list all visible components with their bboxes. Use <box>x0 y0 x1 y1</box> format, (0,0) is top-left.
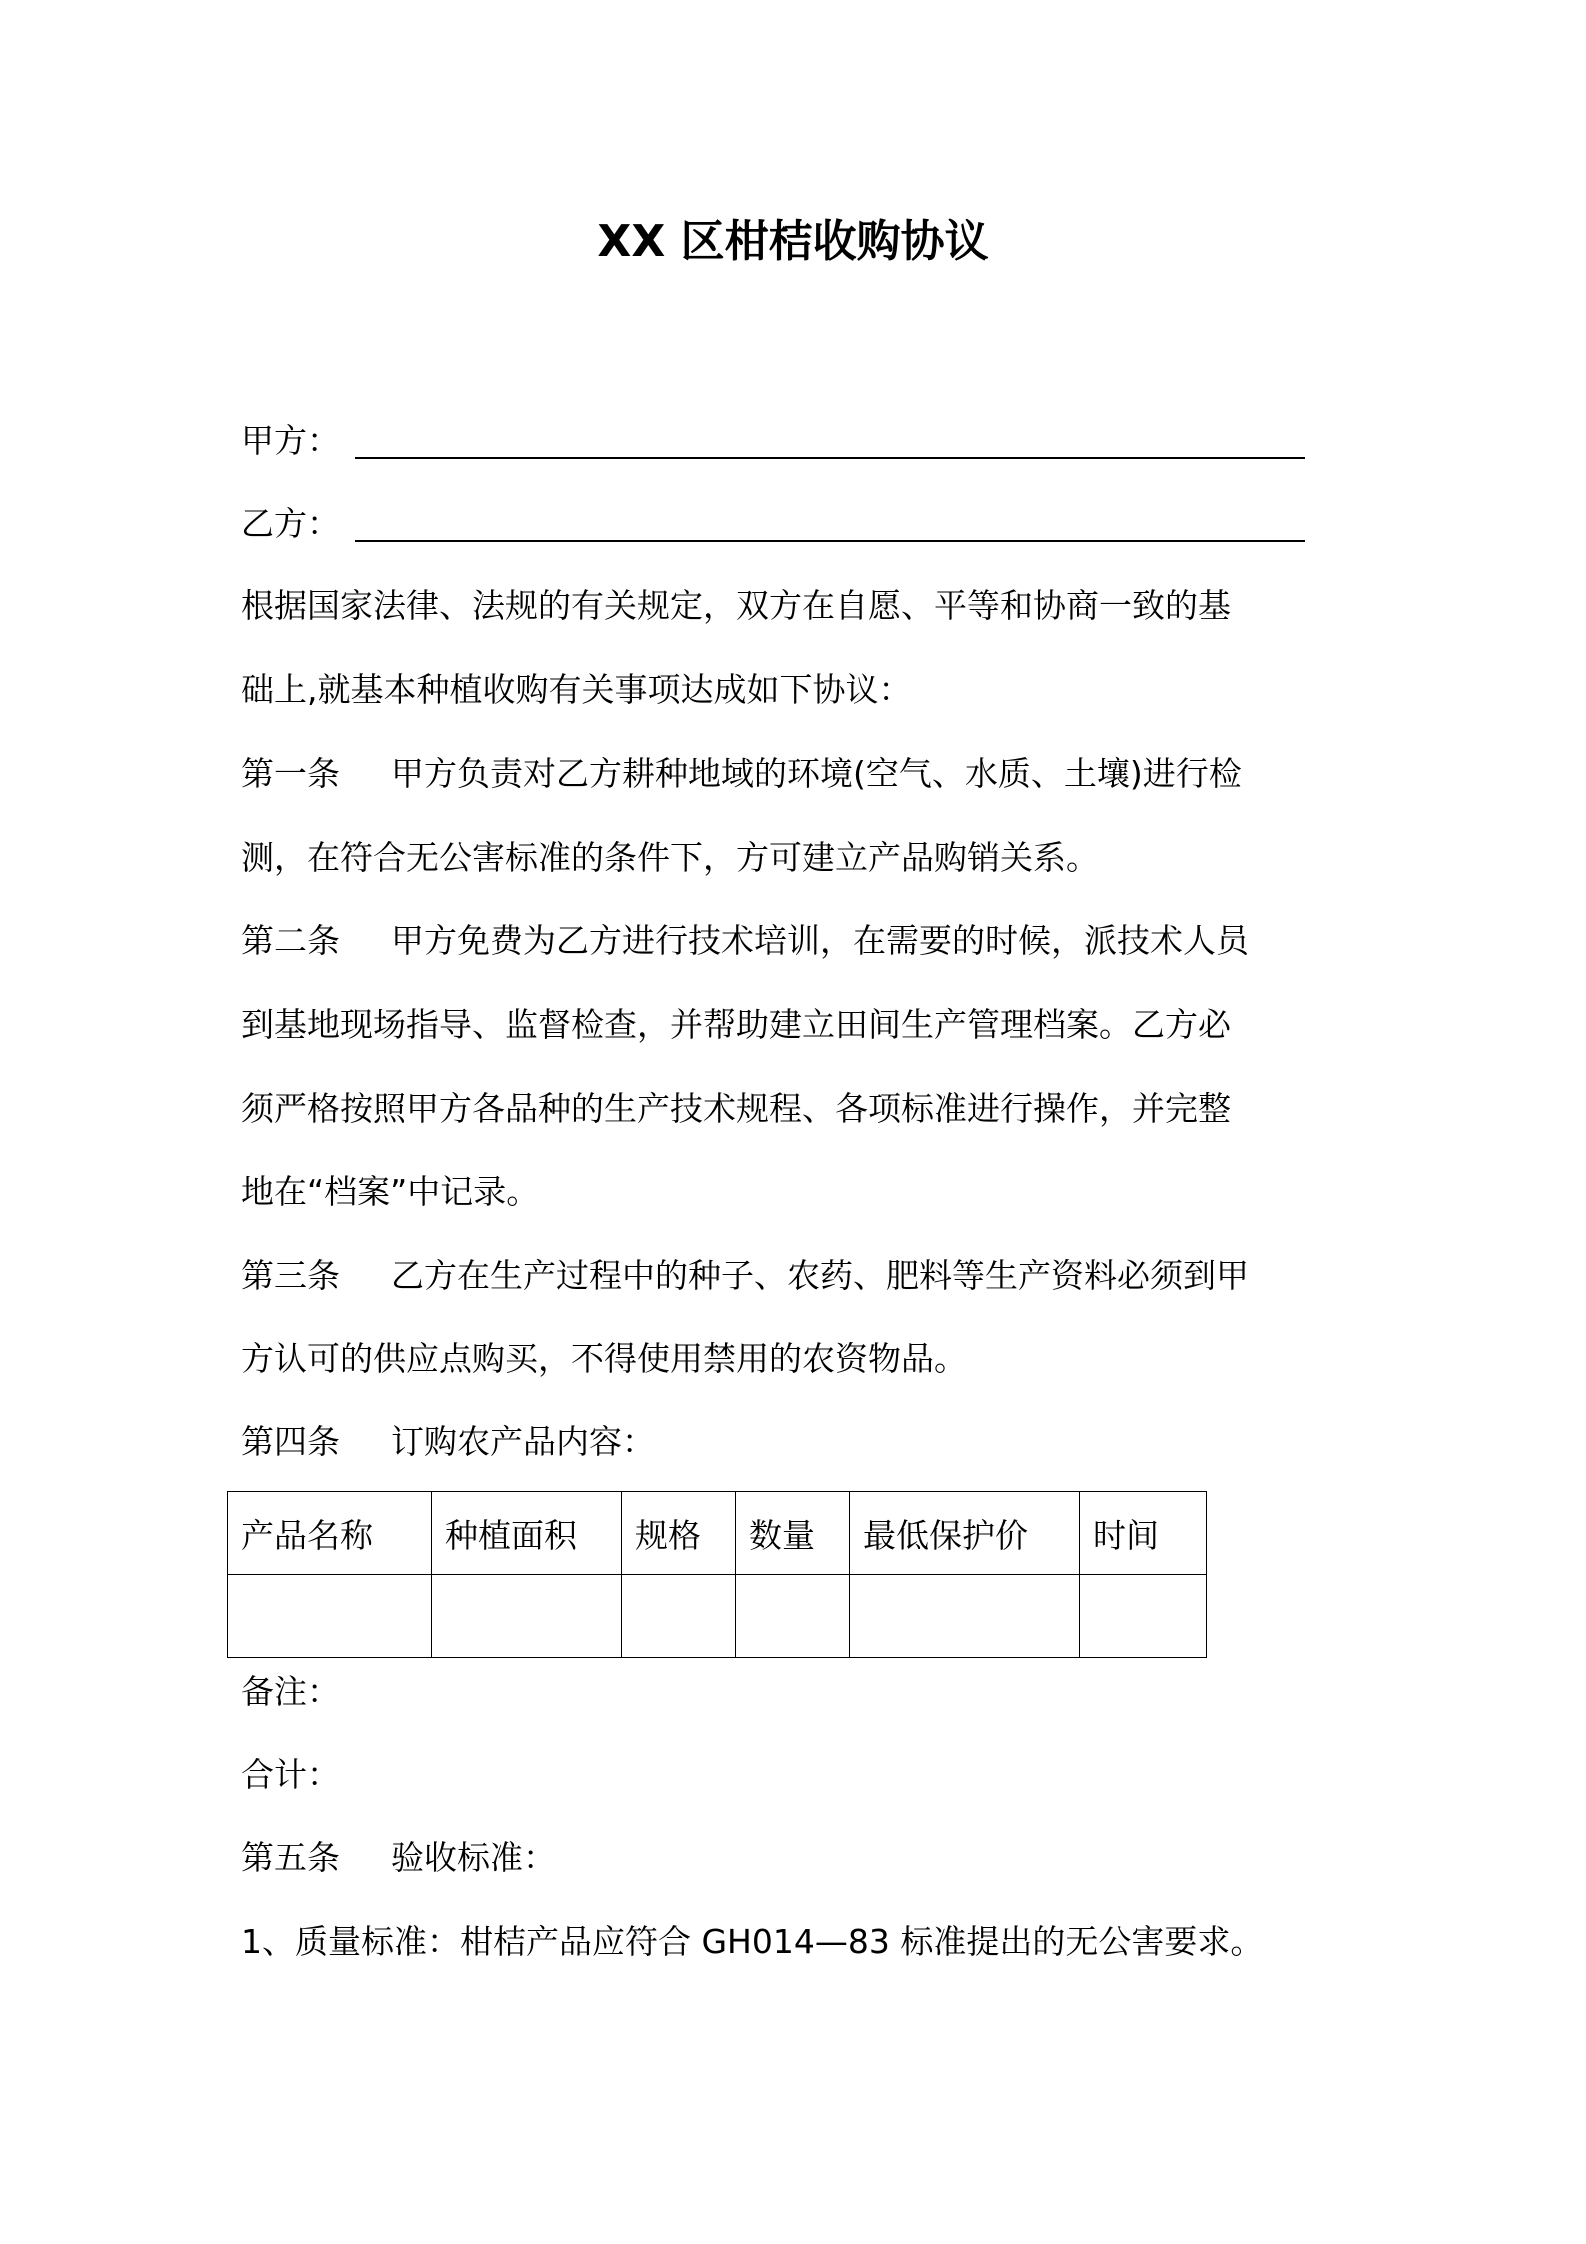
article-4-text: 订购农产品内容： <box>391 1422 655 1461</box>
product-table <box>227 1491 1207 1658</box>
table-header-cell: 规格 <box>622 1492 736 1575</box>
table-row <box>228 1575 1207 1658</box>
table-cell[interactable] <box>228 1575 432 1658</box>
table-header-row <box>228 1492 1207 1575</box>
article-2-text: 甲方免费为乙方进行技术培训，在需要的时候，派技术人员 <box>391 921 1249 960</box>
party-a-blank[interactable] <box>355 457 1305 459</box>
party-a-label: 甲方： <box>241 421 340 460</box>
article-2-line: 须严格按照甲方各品种的生产技术规程、各项标准进行操作，并完整 <box>241 1089 1231 1128</box>
remarks-label: 备注： <box>241 1672 340 1711</box>
article-1-line <box>241 750 1242 798</box>
article-3-text: 乙方在生产过程中的种子、农药、肥料等生产资料必须到甲 <box>391 1256 1249 1295</box>
article-1-label: 第一条 <box>241 754 340 793</box>
table-header-cell: 种植面积 <box>432 1492 622 1575</box>
article-3-line: 方认可的供应点购买，不得使用禁用的农资物品。 <box>241 1339 967 1378</box>
preamble-line: 础上,就基本种植收购有关事项达成如下协议： <box>241 670 912 709</box>
article-2-line: 到基地现场指导、监督检查，并帮助建立田间生产管理档案。乙方必 <box>241 1005 1231 1044</box>
preamble-line: 根据国家法律、法规的有关规定，双方在自愿、平等和协商一致的基 <box>241 586 1231 625</box>
table-cell[interactable] <box>432 1575 622 1658</box>
party-a-line <box>241 417 340 465</box>
article-5-line <box>241 1834 556 1882</box>
article-3-label: 第三条 <box>241 1256 340 1295</box>
article-5-label: 第五条 <box>241 1838 340 1877</box>
table-cell[interactable] <box>850 1575 1080 1658</box>
table-header-cell: 时间 <box>1080 1492 1207 1575</box>
article-1-line: 测，在符合无公害标准的条件下，方可建立产品购销关系。 <box>241 838 1099 877</box>
article-4-line <box>241 1418 655 1466</box>
party-b-blank[interactable] <box>355 540 1305 542</box>
party-b-label: 乙方： <box>241 504 340 543</box>
total-label: 合计： <box>241 1755 340 1794</box>
article-3-line <box>241 1252 1249 1300</box>
article-5-text: 验收标准： <box>391 1838 556 1877</box>
article-4-label: 第四条 <box>241 1422 340 1461</box>
article-2-line: 地在“档案”中记录。 <box>241 1172 540 1211</box>
table-header-cell: 最低保护价 <box>850 1492 1080 1575</box>
party-b-line <box>241 500 340 548</box>
table-cell[interactable] <box>622 1575 736 1658</box>
table-cell[interactable] <box>1080 1575 1207 1658</box>
document-title: XX 区柑桔收购协议 <box>597 216 989 267</box>
article-1-text: 甲方负责对乙方耕种地域的环境(空气、水质、土壤)进行检 <box>391 754 1242 793</box>
table-header-cell: 产品名称 <box>228 1492 432 1575</box>
article-2-label: 第二条 <box>241 921 340 960</box>
article-2-line <box>241 917 1249 965</box>
quality-standard: 1、质量标准：柑桔产品应符合 GH014—83 标准提出的无公害要求。 <box>241 1922 1264 1961</box>
table-cell[interactable] <box>736 1575 850 1658</box>
table-header-cell: 数量 <box>736 1492 850 1575</box>
